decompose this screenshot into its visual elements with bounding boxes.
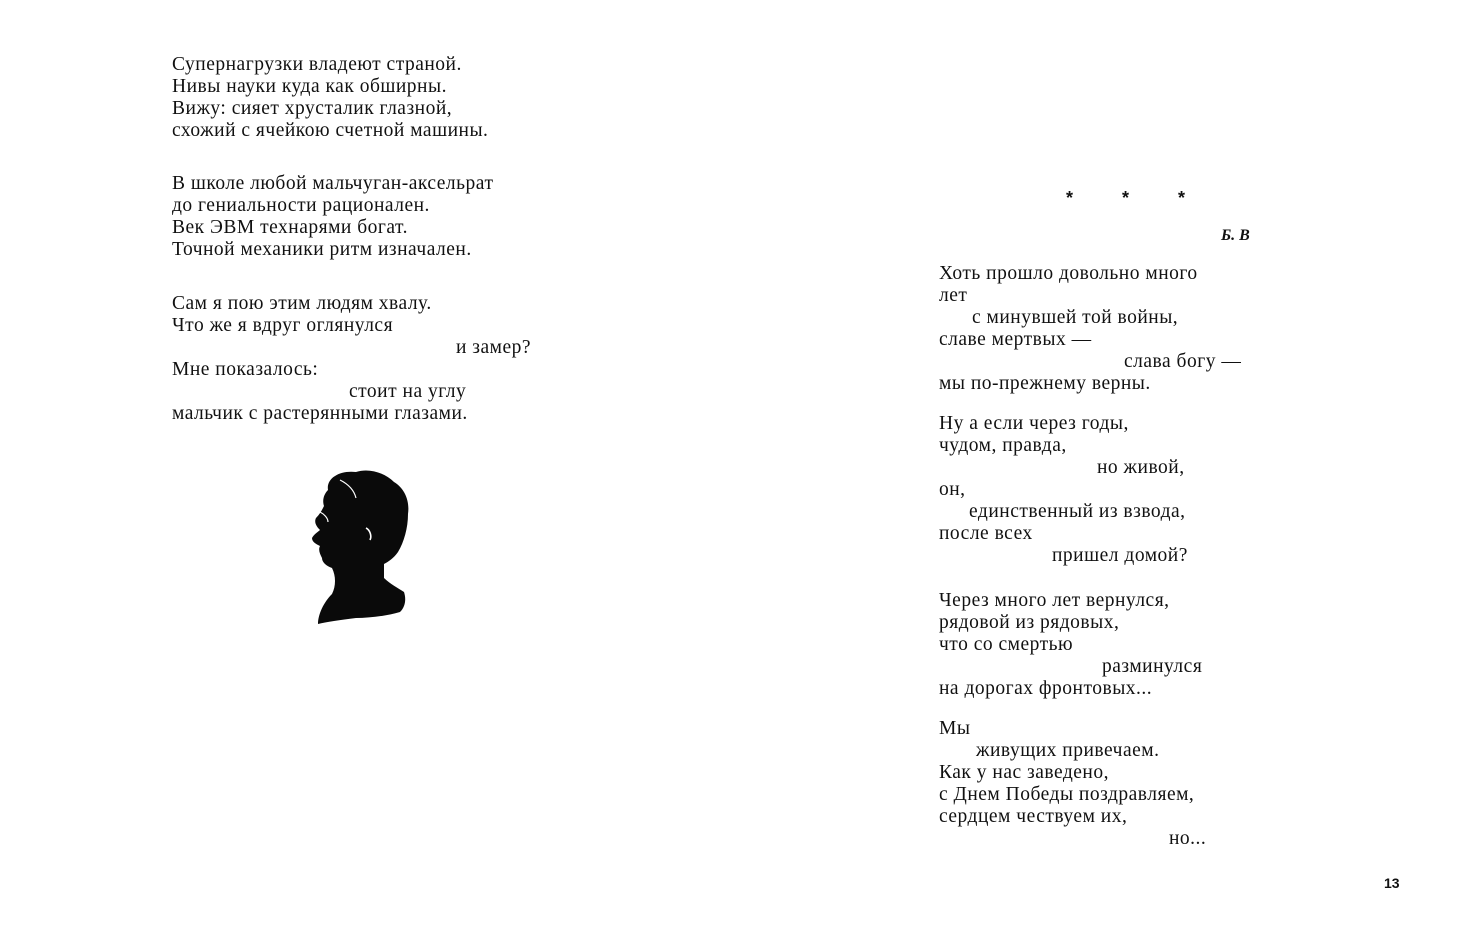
poem-line: слава богу — bbox=[1124, 351, 1242, 372]
poem-line: славе мертвых — bbox=[939, 329, 1092, 350]
poem-line: мы по-прежнему верны. bbox=[939, 373, 1151, 394]
poem-line: Мы bbox=[939, 718, 971, 739]
poem-line: он, bbox=[939, 479, 966, 500]
poem-line: Век ЭВМ технарями богат. bbox=[172, 217, 408, 238]
poem-line: В школе любой мальчуган-аксельрат bbox=[172, 173, 494, 194]
page-number: 13 bbox=[1384, 875, 1400, 891]
poem-line: с Днем Победы поздравляем, bbox=[939, 784, 1195, 805]
poem-line: с минувшей той войны, bbox=[972, 307, 1179, 328]
poem-line: схожий с ячейкою счетной машины. bbox=[172, 120, 489, 141]
dedication: Б. В bbox=[1221, 227, 1250, 244]
poem-line: лет bbox=[939, 285, 968, 306]
poem-line: Нивы науки куда как обширны. bbox=[172, 76, 447, 97]
poem-line: Что же я вдруг оглянулся bbox=[172, 315, 394, 336]
poem-line: разминулся bbox=[1102, 656, 1203, 677]
poem-line: и замер? bbox=[456, 337, 532, 358]
poem-line: мальчик с растерянными глазами. bbox=[172, 403, 468, 424]
poem-line: Через много лет вернулся, bbox=[939, 590, 1170, 611]
poem-line: рядовой из рядовых, bbox=[939, 612, 1120, 633]
poem-line: Вижу: сияет хрусталик глазной, bbox=[172, 98, 453, 119]
poem-line: сердцем чествуем их, bbox=[939, 806, 1128, 827]
poem-line: Мне показалось: bbox=[172, 359, 319, 380]
poem-line: единственный из взвода, bbox=[969, 501, 1186, 522]
poem-line: Как у нас заведено, bbox=[939, 762, 1109, 783]
poem-line: что со смертью bbox=[939, 634, 1074, 655]
poem-line: но живой, bbox=[1097, 457, 1185, 478]
poem-line: Ну а если через годы, bbox=[939, 413, 1129, 434]
boy-silhouette-icon bbox=[300, 466, 415, 626]
poem-line: после всех bbox=[939, 523, 1033, 544]
poem-line: на дорогах фронтовых... bbox=[939, 678, 1153, 699]
poem-line: чудом, правда, bbox=[939, 435, 1067, 456]
poem-line: пришел домой? bbox=[1052, 545, 1188, 566]
section-separator: * * * bbox=[1066, 188, 1208, 208]
poem-line: но... bbox=[1169, 828, 1207, 849]
poem-line: живущих привечаем. bbox=[976, 740, 1160, 761]
poem-line: Хоть прошло довольно много bbox=[939, 263, 1198, 284]
poem-line: до гениальности рационален. bbox=[172, 195, 430, 216]
poem-line: Точной механики ритм изначален. bbox=[172, 239, 472, 260]
poem-line: Супернагрузки владеют страной. bbox=[172, 54, 462, 75]
poem-line: стоит на углу bbox=[349, 381, 467, 402]
poem-line: Сам я пою этим людям хвалу. bbox=[172, 293, 432, 314]
